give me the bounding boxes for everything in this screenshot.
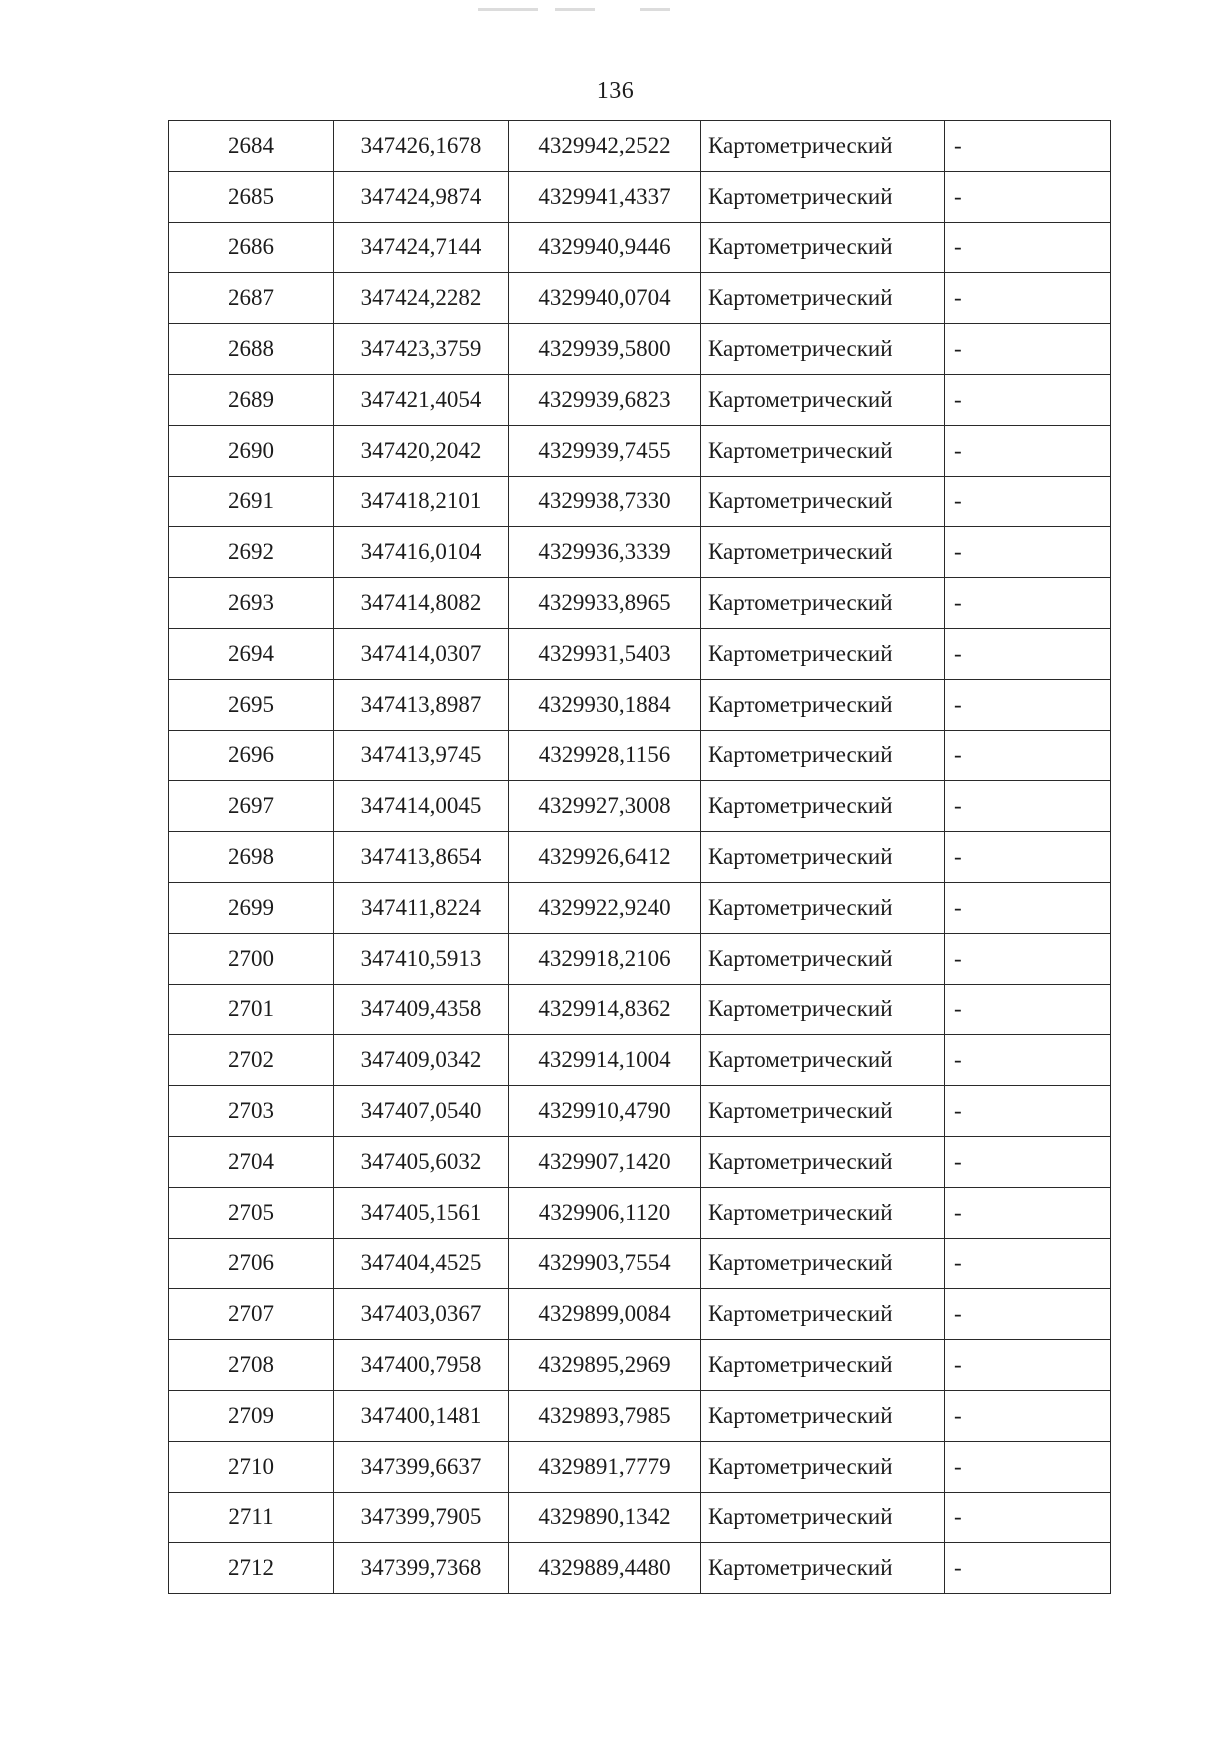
y-coordinate-cell: 4329889,4480 bbox=[509, 1543, 701, 1594]
point-number-cell: 2706 bbox=[169, 1238, 334, 1289]
method-cell: Картометрический bbox=[701, 1136, 945, 1187]
method-cell: Картометрический bbox=[701, 273, 945, 324]
table-row bbox=[169, 578, 1111, 629]
table-row bbox=[169, 324, 1111, 375]
point-number-cell: 2709 bbox=[169, 1390, 334, 1441]
table-row bbox=[169, 476, 1111, 527]
x-coordinate-cell: 347414,0307 bbox=[334, 628, 509, 679]
method-cell: Картометрический bbox=[701, 1238, 945, 1289]
table-row bbox=[169, 222, 1111, 273]
method-cell: Картометрический bbox=[701, 1441, 945, 1492]
x-coordinate-cell: 347413,9745 bbox=[334, 730, 509, 781]
table-row bbox=[169, 832, 1111, 883]
error-cell: - bbox=[945, 324, 1111, 375]
method-cell: Картометрический bbox=[701, 781, 945, 832]
error-cell: - bbox=[945, 273, 1111, 324]
x-coordinate-cell: 347399,7905 bbox=[334, 1492, 509, 1543]
method-cell: Картометрический bbox=[701, 730, 945, 781]
method-cell: Картометрический bbox=[701, 527, 945, 578]
table-row bbox=[169, 984, 1111, 1035]
error-cell: - bbox=[945, 1492, 1111, 1543]
table-row bbox=[169, 425, 1111, 476]
y-coordinate-cell: 4329918,2106 bbox=[509, 933, 701, 984]
error-cell: - bbox=[945, 1289, 1111, 1340]
error-cell: - bbox=[945, 171, 1111, 222]
coordinates-table bbox=[168, 120, 1111, 1594]
scan-artifact bbox=[478, 8, 538, 11]
method-cell: Картометрический bbox=[701, 1543, 945, 1594]
method-cell: Картометрический bbox=[701, 1086, 945, 1137]
error-cell: - bbox=[945, 984, 1111, 1035]
x-coordinate-cell: 347399,7368 bbox=[334, 1543, 509, 1594]
y-coordinate-cell: 4329914,1004 bbox=[509, 1035, 701, 1086]
x-coordinate-cell: 347413,8654 bbox=[334, 832, 509, 883]
point-number-cell: 2699 bbox=[169, 882, 334, 933]
point-number-cell: 2698 bbox=[169, 832, 334, 883]
point-number-cell: 2708 bbox=[169, 1340, 334, 1391]
method-cell: Картометрический bbox=[701, 374, 945, 425]
error-cell: - bbox=[945, 1340, 1111, 1391]
x-coordinate-cell: 347420,2042 bbox=[334, 425, 509, 476]
point-number-cell: 2684 bbox=[169, 121, 334, 172]
method-cell: Картометрический bbox=[701, 1390, 945, 1441]
y-coordinate-cell: 4329941,4337 bbox=[509, 171, 701, 222]
method-cell: Картометрический bbox=[701, 882, 945, 933]
error-cell: - bbox=[945, 476, 1111, 527]
y-coordinate-cell: 4329910,4790 bbox=[509, 1086, 701, 1137]
x-coordinate-cell: 347421,4054 bbox=[334, 374, 509, 425]
point-number-cell: 2703 bbox=[169, 1086, 334, 1137]
x-coordinate-cell: 347409,4358 bbox=[334, 984, 509, 1035]
x-coordinate-cell: 347400,7958 bbox=[334, 1340, 509, 1391]
table-row bbox=[169, 1543, 1111, 1594]
x-coordinate-cell: 347416,0104 bbox=[334, 527, 509, 578]
x-coordinate-cell: 347414,8082 bbox=[334, 578, 509, 629]
method-cell: Картометрический bbox=[701, 1492, 945, 1543]
x-coordinate-cell: 347411,8224 bbox=[334, 882, 509, 933]
error-cell: - bbox=[945, 1390, 1111, 1441]
table-row bbox=[169, 679, 1111, 730]
table-row bbox=[169, 1136, 1111, 1187]
error-cell: - bbox=[945, 781, 1111, 832]
point-number-cell: 2691 bbox=[169, 476, 334, 527]
table-row bbox=[169, 933, 1111, 984]
point-number-cell: 2700 bbox=[169, 933, 334, 984]
y-coordinate-cell: 4329906,1120 bbox=[509, 1187, 701, 1238]
point-number-cell: 2685 bbox=[169, 171, 334, 222]
x-coordinate-cell: 347426,1678 bbox=[334, 121, 509, 172]
y-coordinate-cell: 4329891,7779 bbox=[509, 1441, 701, 1492]
table-row bbox=[169, 1187, 1111, 1238]
table-row bbox=[169, 1441, 1111, 1492]
y-coordinate-cell: 4329939,5800 bbox=[509, 324, 701, 375]
point-number-cell: 2690 bbox=[169, 425, 334, 476]
point-number-cell: 2712 bbox=[169, 1543, 334, 1594]
table-row bbox=[169, 781, 1111, 832]
point-number-cell: 2694 bbox=[169, 628, 334, 679]
x-coordinate-cell: 347418,2101 bbox=[334, 476, 509, 527]
point-number-cell: 2704 bbox=[169, 1136, 334, 1187]
point-number-cell: 2696 bbox=[169, 730, 334, 781]
table-row bbox=[169, 882, 1111, 933]
x-coordinate-cell: 347405,1561 bbox=[334, 1187, 509, 1238]
y-coordinate-cell: 4329931,5403 bbox=[509, 628, 701, 679]
error-cell: - bbox=[945, 730, 1111, 781]
y-coordinate-cell: 4329940,0704 bbox=[509, 273, 701, 324]
error-cell: - bbox=[945, 121, 1111, 172]
y-coordinate-cell: 4329942,2522 bbox=[509, 121, 701, 172]
y-coordinate-cell: 4329903,7554 bbox=[509, 1238, 701, 1289]
x-coordinate-cell: 347405,6032 bbox=[334, 1136, 509, 1187]
method-cell: Картометрический bbox=[701, 578, 945, 629]
x-coordinate-cell: 347404,4525 bbox=[334, 1238, 509, 1289]
table-row bbox=[169, 1390, 1111, 1441]
y-coordinate-cell: 4329907,1420 bbox=[509, 1136, 701, 1187]
method-cell: Картометрический bbox=[701, 171, 945, 222]
error-cell: - bbox=[945, 628, 1111, 679]
error-cell: - bbox=[945, 933, 1111, 984]
table-row bbox=[169, 1340, 1111, 1391]
error-cell: - bbox=[945, 679, 1111, 730]
y-coordinate-cell: 4329939,6823 bbox=[509, 374, 701, 425]
y-coordinate-cell: 4329893,7985 bbox=[509, 1390, 701, 1441]
table-row bbox=[169, 527, 1111, 578]
point-number-cell: 2689 bbox=[169, 374, 334, 425]
table-row bbox=[169, 628, 1111, 679]
method-cell: Картометрический bbox=[701, 1035, 945, 1086]
point-number-cell: 2686 bbox=[169, 222, 334, 273]
y-coordinate-cell: 4329927,3008 bbox=[509, 781, 701, 832]
table-row bbox=[169, 374, 1111, 425]
method-cell: Картометрический bbox=[701, 476, 945, 527]
table-row bbox=[169, 1238, 1111, 1289]
method-cell: Картометрический bbox=[701, 832, 945, 883]
y-coordinate-cell: 4329938,7330 bbox=[509, 476, 701, 527]
error-cell: - bbox=[945, 222, 1111, 273]
error-cell: - bbox=[945, 527, 1111, 578]
scan-artifact bbox=[555, 8, 595, 11]
error-cell: - bbox=[945, 578, 1111, 629]
method-cell: Картометрический bbox=[701, 1340, 945, 1391]
x-coordinate-cell: 347410,5913 bbox=[334, 933, 509, 984]
y-coordinate-cell: 4329890,1342 bbox=[509, 1492, 701, 1543]
point-number-cell: 2697 bbox=[169, 781, 334, 832]
y-coordinate-cell: 4329940,9446 bbox=[509, 222, 701, 273]
method-cell: Картометрический bbox=[701, 222, 945, 273]
method-cell: Картометрический bbox=[701, 933, 945, 984]
point-number-cell: 2702 bbox=[169, 1035, 334, 1086]
y-coordinate-cell: 4329914,8362 bbox=[509, 984, 701, 1035]
error-cell: - bbox=[945, 1187, 1111, 1238]
table-row bbox=[169, 1086, 1111, 1137]
table-row bbox=[169, 1289, 1111, 1340]
method-cell: Картометрический bbox=[701, 121, 945, 172]
y-coordinate-cell: 4329928,1156 bbox=[509, 730, 701, 781]
x-coordinate-cell: 347403,0367 bbox=[334, 1289, 509, 1340]
x-coordinate-cell: 347407,0540 bbox=[334, 1086, 509, 1137]
error-cell: - bbox=[945, 1136, 1111, 1187]
page-number: 136 bbox=[596, 78, 635, 104]
point-number-cell: 2693 bbox=[169, 578, 334, 629]
error-cell: - bbox=[945, 1238, 1111, 1289]
x-coordinate-cell: 347423,3759 bbox=[334, 324, 509, 375]
x-coordinate-cell: 347414,0045 bbox=[334, 781, 509, 832]
error-cell: - bbox=[945, 1441, 1111, 1492]
method-cell: Картометрический bbox=[701, 679, 945, 730]
x-coordinate-cell: 347413,8987 bbox=[334, 679, 509, 730]
x-coordinate-cell: 347409,0342 bbox=[334, 1035, 509, 1086]
method-cell: Картометрический bbox=[701, 425, 945, 476]
y-coordinate-cell: 4329939,7455 bbox=[509, 425, 701, 476]
table-row bbox=[169, 1035, 1111, 1086]
point-number-cell: 2711 bbox=[169, 1492, 334, 1543]
method-cell: Картометрический bbox=[701, 1289, 945, 1340]
point-number-cell: 2710 bbox=[169, 1441, 334, 1492]
x-coordinate-cell: 347400,1481 bbox=[334, 1390, 509, 1441]
y-coordinate-cell: 4329895,2969 bbox=[509, 1340, 701, 1391]
method-cell: Картометрический bbox=[701, 1187, 945, 1238]
y-coordinate-cell: 4329930,1884 bbox=[509, 679, 701, 730]
point-number-cell: 2692 bbox=[169, 527, 334, 578]
y-coordinate-cell: 4329922,9240 bbox=[509, 882, 701, 933]
coordinates-table-body bbox=[169, 121, 1111, 1594]
point-number-cell: 2707 bbox=[169, 1289, 334, 1340]
method-cell: Картометрический bbox=[701, 324, 945, 375]
x-coordinate-cell: 347424,2282 bbox=[334, 273, 509, 324]
x-coordinate-cell: 347399,6637 bbox=[334, 1441, 509, 1492]
point-number-cell: 2688 bbox=[169, 324, 334, 375]
y-coordinate-cell: 4329899,0084 bbox=[509, 1289, 701, 1340]
method-cell: Картометрический bbox=[701, 628, 945, 679]
method-cell: Картометрический bbox=[701, 984, 945, 1035]
table-row bbox=[169, 121, 1111, 172]
point-number-cell: 2705 bbox=[169, 1187, 334, 1238]
point-number-cell: 2687 bbox=[169, 273, 334, 324]
x-coordinate-cell: 347424,9874 bbox=[334, 171, 509, 222]
error-cell: - bbox=[945, 832, 1111, 883]
y-coordinate-cell: 4329926,6412 bbox=[509, 832, 701, 883]
scan-artifact bbox=[640, 8, 670, 11]
y-coordinate-cell: 4329936,3339 bbox=[509, 527, 701, 578]
error-cell: - bbox=[945, 1086, 1111, 1137]
y-coordinate-cell: 4329933,8965 bbox=[509, 578, 701, 629]
error-cell: - bbox=[945, 1543, 1111, 1594]
error-cell: - bbox=[945, 1035, 1111, 1086]
table-row bbox=[169, 730, 1111, 781]
error-cell: - bbox=[945, 882, 1111, 933]
point-number-cell: 2701 bbox=[169, 984, 334, 1035]
table-row bbox=[169, 1492, 1111, 1543]
error-cell: - bbox=[945, 374, 1111, 425]
x-coordinate-cell: 347424,7144 bbox=[334, 222, 509, 273]
table-row bbox=[169, 171, 1111, 222]
table-row bbox=[169, 273, 1111, 324]
point-number-cell: 2695 bbox=[169, 679, 334, 730]
error-cell: - bbox=[945, 425, 1111, 476]
